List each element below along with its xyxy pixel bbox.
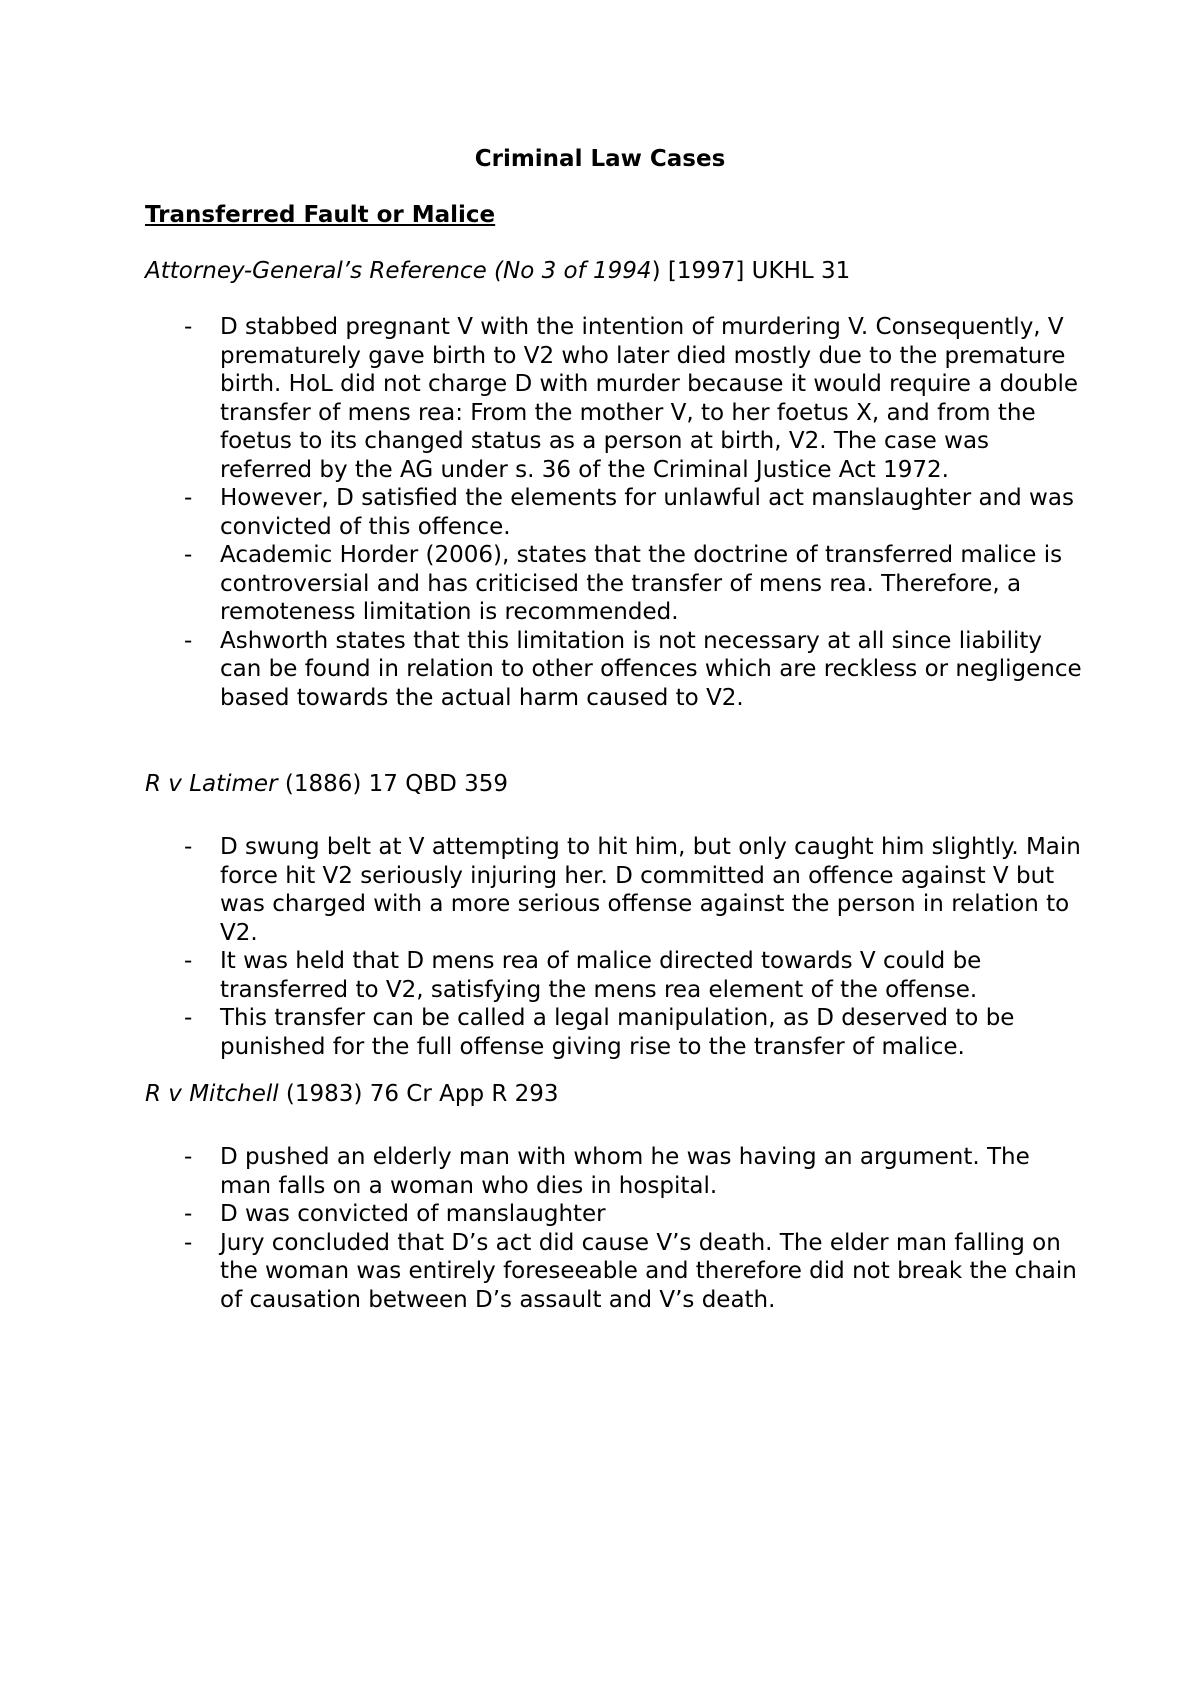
bullet-dash: - [184, 485, 193, 511]
case-citation: (1983) 76 Cr App R 293 [278, 1081, 559, 1107]
point-text: However, D satisfied the elements for unlawful act manslaughter and was convicted of this offence. [220, 485, 1074, 540]
case-title [145, 257, 1085, 285]
case-name: Attorney-General’s Reference (No 3 of 1994 [145, 258, 652, 284]
bullet-dash: - [184, 1005, 193, 1031]
list-item [145, 1229, 1085, 1315]
case-block [145, 770, 1085, 1061]
bullet-dash: - [184, 314, 193, 340]
document-title: Criminal Law Cases [474, 146, 726, 172]
list-item [145, 1143, 1085, 1200]
case-citation: [1997] UKHL 31 [660, 258, 851, 284]
point-text: D was convicted of manslaughter [220, 1201, 606, 1227]
bullet-dash: - [184, 542, 193, 568]
case-citation: (1886) 17 QBD 359 [277, 771, 509, 797]
list-item [145, 313, 1085, 484]
case-block [145, 1080, 1085, 1314]
bullet-dash: - [184, 1229, 193, 1256]
case-block [145, 257, 1085, 712]
case-name-closing: ) [651, 258, 661, 284]
list-item [145, 484, 1085, 541]
list-item [145, 1200, 1085, 1229]
list-item [145, 947, 1085, 1004]
point-text: Ashworth states that this limitation is not necessary at all since liability can be found in relation to other offences which are reckless or negligence based towards the actual harm caused to V2. [220, 627, 1082, 711]
list-item [145, 833, 1085, 947]
point-text: D pushed an elderly man with whom he was having an argument. The man falls on a woman who dies in hospital. [220, 1144, 1030, 1199]
bullet-dash: - [184, 627, 193, 654]
point-text: D stabbed pregnant V with the intention of murdering V. Consequently, V prematurely gave birth to V2 who later died mostly due to the premature birth. HoL did not charge D with murder because it would require a double transfer of mens rea: From the mother V, to her foetus X, and from the foetus to its changed status as a person at birth, V2. The case was referred by the AG under s. 36 of the Criminal Justice Act 1972. [220, 314, 1079, 483]
list-item [145, 541, 1085, 627]
point-text: Academic Horder (2006), states that the doctrine of transferred malice is controversial and has criticised the transfer of mens rea. Therefore, a remoteness limitation is recommended. [220, 542, 1063, 625]
case-points-list [145, 833, 1085, 1061]
point-text: It was held that D mens rea of malice directed towards V could be transferred to V2, satisfying the mens rea element of the offense. [220, 948, 982, 1003]
point-text: Jury concluded that D’s act did cause V’s death. The elder man falling on the woman was entirely foreseeable and therefore did not break the chain of causation between D’s assault and V’s death. [220, 1229, 1077, 1313]
case-name: R v Mitchell [145, 1081, 279, 1107]
bullet-dash: - [184, 1144, 193, 1170]
section-heading: Transferred Fault or Malice [145, 202, 496, 228]
point-text: D swung belt at V attempting to hit him, but only caught him slightly. Main force hit V2 seriously injuring her. D committed an offence against V but was charged with a more serious offense against the person in relation to V2. [220, 834, 1081, 946]
list-item [145, 1004, 1085, 1061]
bullet-dash: - [184, 834, 193, 860]
case-points-list [145, 1143, 1085, 1314]
point-text: This transfer can be called a legal manipulation, as D deserved to be punished for the full offense giving rise to the transfer of malice. [220, 1005, 1015, 1060]
bullet-dash: - [184, 1201, 193, 1227]
case-points-list [145, 313, 1085, 712]
case-name: R v Latimer [145, 771, 278, 797]
bullet-dash: - [184, 948, 193, 974]
list-item [145, 627, 1085, 713]
case-title [145, 1080, 1085, 1108]
case-title [145, 770, 1085, 798]
